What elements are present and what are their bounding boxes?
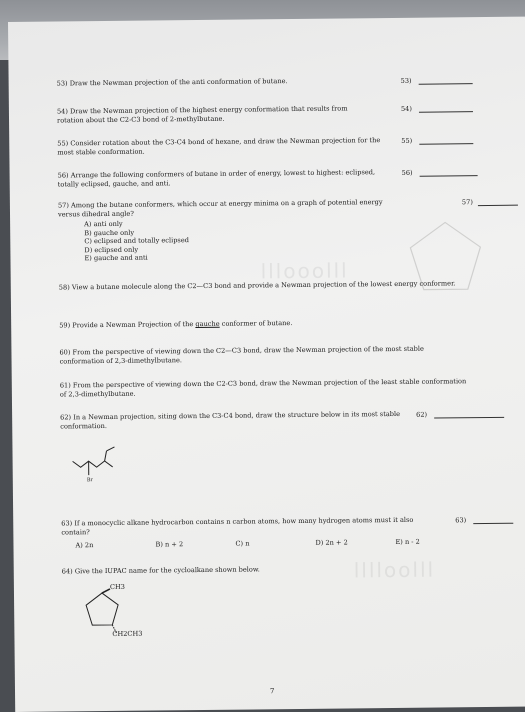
- question-62: 62) In a Newman projection, siting down the C3-C4 bond, draw the structure below in its most stable conformation.: [60, 410, 400, 432]
- option-63-c[interactable]: C) n: [235, 540, 249, 548]
- bromo-alkane-skeletal-structure: [70, 439, 130, 488]
- answer-label-62: 62): [416, 411, 427, 419]
- question-59-text-b: conformer of butane.: [220, 319, 293, 328]
- question-53: 53) Draw the Newman projection of the anti conformation of butane.: [57, 76, 377, 89]
- option-e[interactable]: E) gauche and anti: [84, 252, 284, 263]
- answer-line-56[interactable]: [420, 175, 478, 177]
- option-d[interactable]: D) eclipsed only: [84, 244, 284, 255]
- question-61: 61) From the perspective of viewing down the C2-C3 bond, draw the Newman projection of the least stable conformation of 2,3-dimethylbutane.: [60, 377, 470, 400]
- question-55: 55) Consider rotation about the C3-C4 bond of hexane, and draw the Newman projection for the most stable conformation.: [57, 136, 387, 158]
- answer-line-55[interactable]: [419, 143, 473, 145]
- option-c[interactable]: C) eclipsed and totally eclipsed: [84, 235, 284, 246]
- bleed-through-text: lllooolll: [260, 258, 348, 283]
- bleed-through-text: lllloolll: [354, 558, 436, 583]
- question-64: 64) Give the IUPAC name for the cycloalkane shown below.: [62, 563, 442, 576]
- answer-label-54: 54): [401, 105, 412, 113]
- option-63-a[interactable]: A) 2n: [75, 541, 93, 549]
- option-b[interactable]: B) gauche only: [84, 227, 284, 238]
- answer-label-63: 63): [455, 516, 466, 524]
- answer-line-63[interactable]: [473, 523, 513, 524]
- gauche-underlined: gauche: [195, 320, 219, 328]
- question-60: 60) From the perspective of viewing down the C2—C3 bond, draw the Newman projection of the most stable conformation of 2,3-dimethylbutane.: [59, 344, 469, 367]
- methyl-label: CH3: [110, 583, 125, 592]
- question-57: 57) Among the butane conformers, which occur at energy minima on a graph of potential energy versus dihedral angle?: [58, 198, 388, 220]
- answer-label-56: 56): [402, 169, 413, 177]
- answer-line-53[interactable]: [419, 83, 473, 85]
- option-a[interactable]: A) anti only: [84, 218, 284, 229]
- option-63-e[interactable]: E) n - 2: [395, 538, 419, 546]
- answer-line-57[interactable]: [478, 205, 518, 206]
- question-57-options: [84, 218, 284, 263]
- answer-line-62[interactable]: [434, 417, 504, 419]
- question-54: 54) Draw the Newman projection of the highest energy conformation that results from rotation about the C2-C3 bond of 2-methylbutane.: [57, 104, 357, 126]
- question-59-text-a: 59) Provide a Newman Projection of the: [59, 320, 195, 329]
- answer-line-54[interactable]: [419, 111, 473, 113]
- question-59: [59, 317, 459, 330]
- answer-label-55: 55): [401, 137, 412, 145]
- question-56: 56) Arrange the following conformers of butane in order of energy, lowest to highest: eclipsed, totally eclipsed, gauche, and anti.: [58, 168, 398, 190]
- page-number: 7: [270, 687, 275, 695]
- worksheet-page: [8, 17, 525, 712]
- answer-label-53: 53): [401, 77, 412, 85]
- option-63-b[interactable]: B) n + 2: [155, 540, 183, 548]
- bromine-label: Br: [87, 476, 93, 485]
- question-58: 58) View a butane molecule along the C2—C3 bond and provide a Newman projection of the lowest energy conformer.: [59, 279, 459, 292]
- option-63-d[interactable]: D) 2n + 2: [315, 538, 347, 546]
- question-63: 63) If a monocyclic alkane hydrocarbon contains n carbon atoms, how many hydrogen atoms must it also contain?: [61, 515, 441, 537]
- ethyl-label: CH2CH3: [112, 630, 142, 640]
- answer-label-57: 57): [462, 198, 473, 206]
